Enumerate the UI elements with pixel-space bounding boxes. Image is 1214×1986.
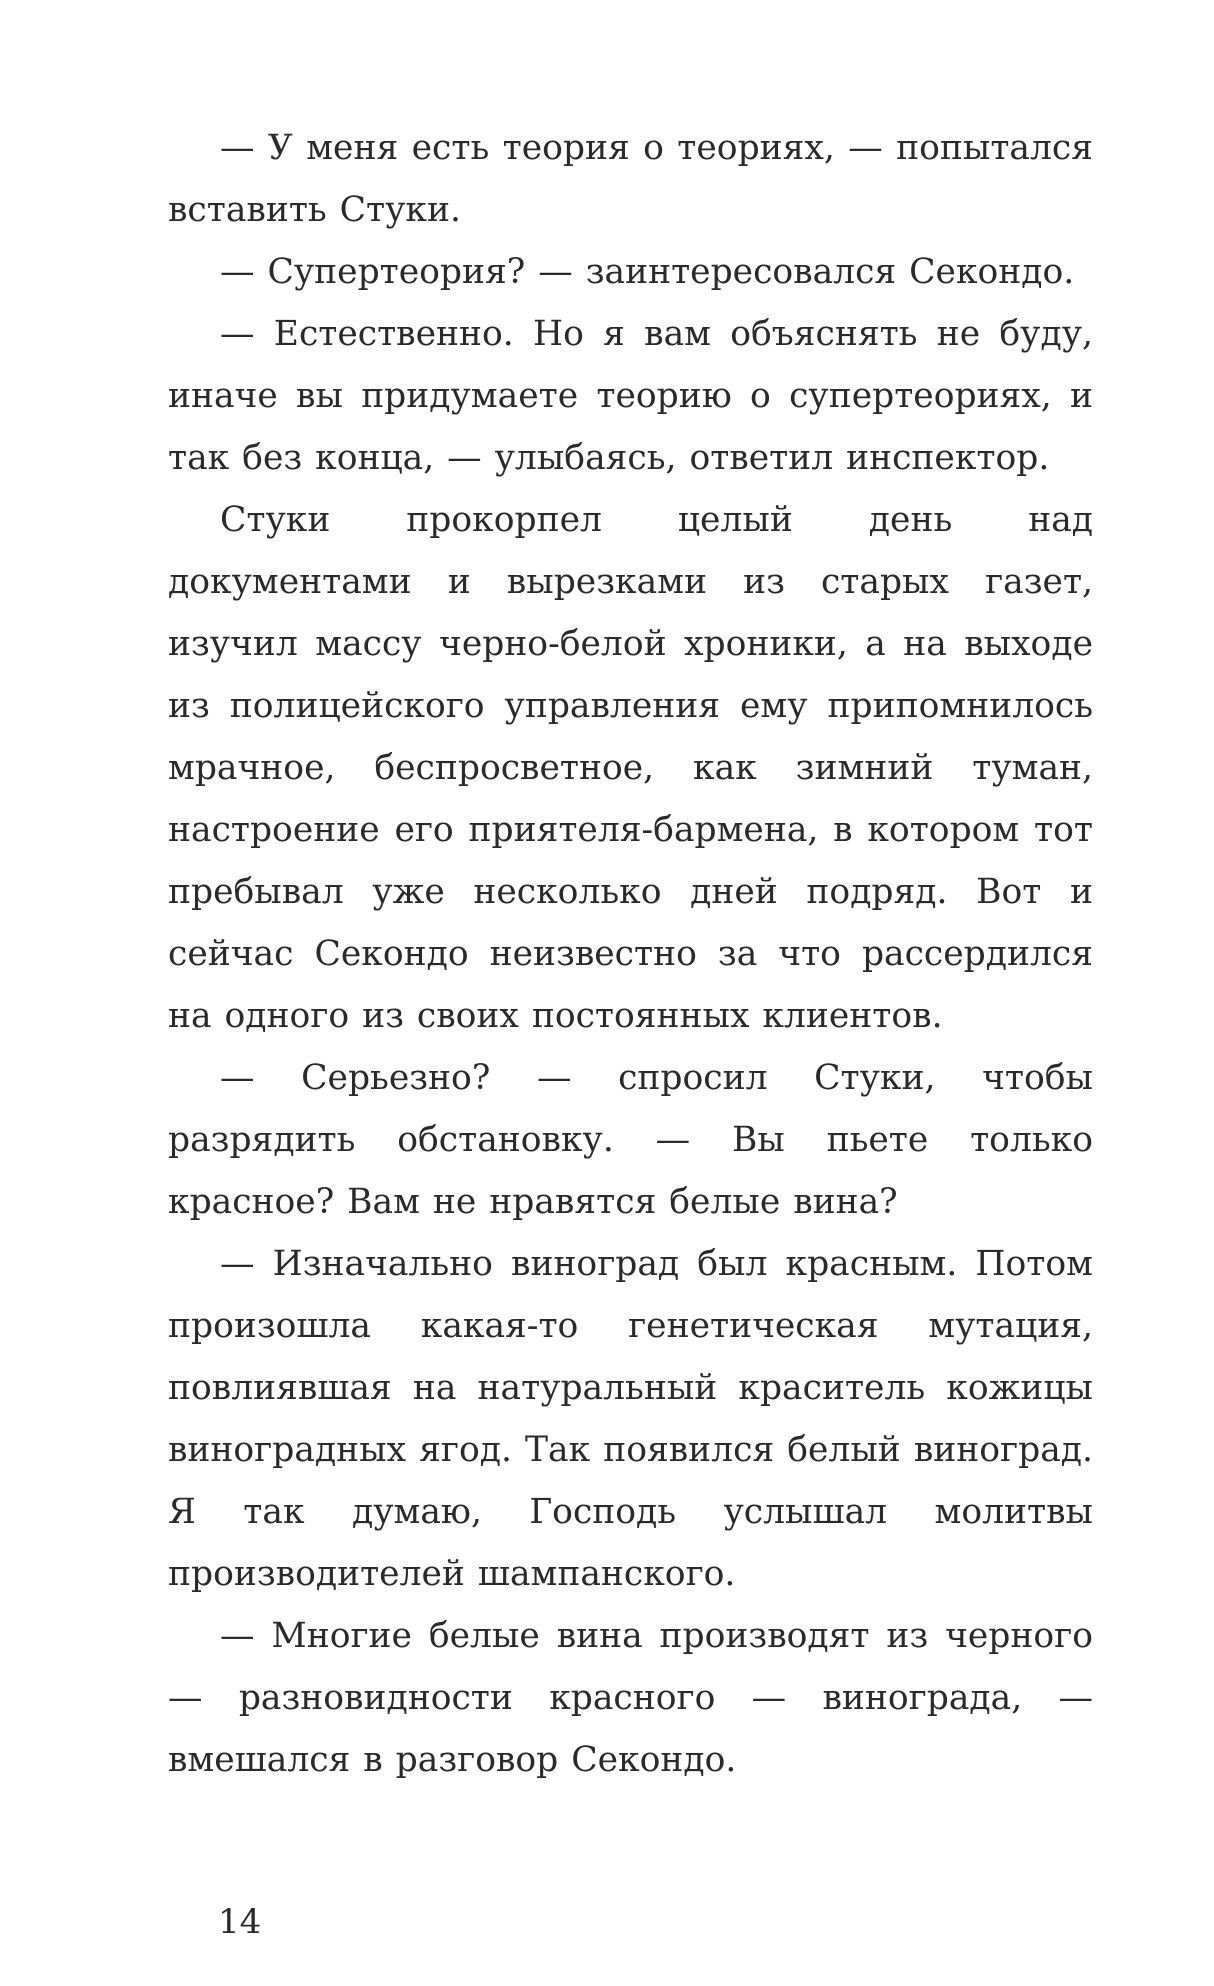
body-text	[168, 117, 1093, 1791]
paragraph-5: — Серьезно? — спросил Стуки, чтобы разрядить обстановку. — Вы пьете только красное? Вам не нравятся белые вина?	[168, 1058, 1093, 1222]
paragraph-1: — У меня есть теория о теориях, — попытался вставить Стуки.	[168, 128, 1093, 230]
paragraph-3: — Естественно. Но я вам объяснять не буду, иначе вы придумаете теорию о супертеориях, и так без конца, — улыбаясь, ответил инспектор.	[168, 314, 1093, 478]
page-number: 14	[218, 1902, 262, 1942]
paragraph-4: Стуки прокорпел целый день над документами и вырезками из старых газет, изучил массу черно-белой хроники, а на выходе из полицейского управления ему припомнилось мрачное, беспросветное, как зимний туман, настроение его приятеля-бармена, в котором тот пребывал уже несколько дней подряд. Вот и сейчас Секондо неизвестно за что рассердился на одного из своих постоянных клиентов.	[168, 500, 1093, 1036]
paragraph-6: — Изначально виноград был красным. Потом произошла какая-то генетическая мутация, повлиявшая на натуральный краситель кожицы виноградных ягод. Так появился белый виноград. Я так думаю, Господь услышал молитвы производителей шампанского.	[168, 1244, 1093, 1594]
paragraph-2: — Супертеория? — заинтересовался Секондо.	[220, 252, 1075, 292]
paragraph-7: — Многие белые вина производят из черного — разновидности красного — винограда, — вмешался в разговор Секондо.	[168, 1616, 1093, 1780]
